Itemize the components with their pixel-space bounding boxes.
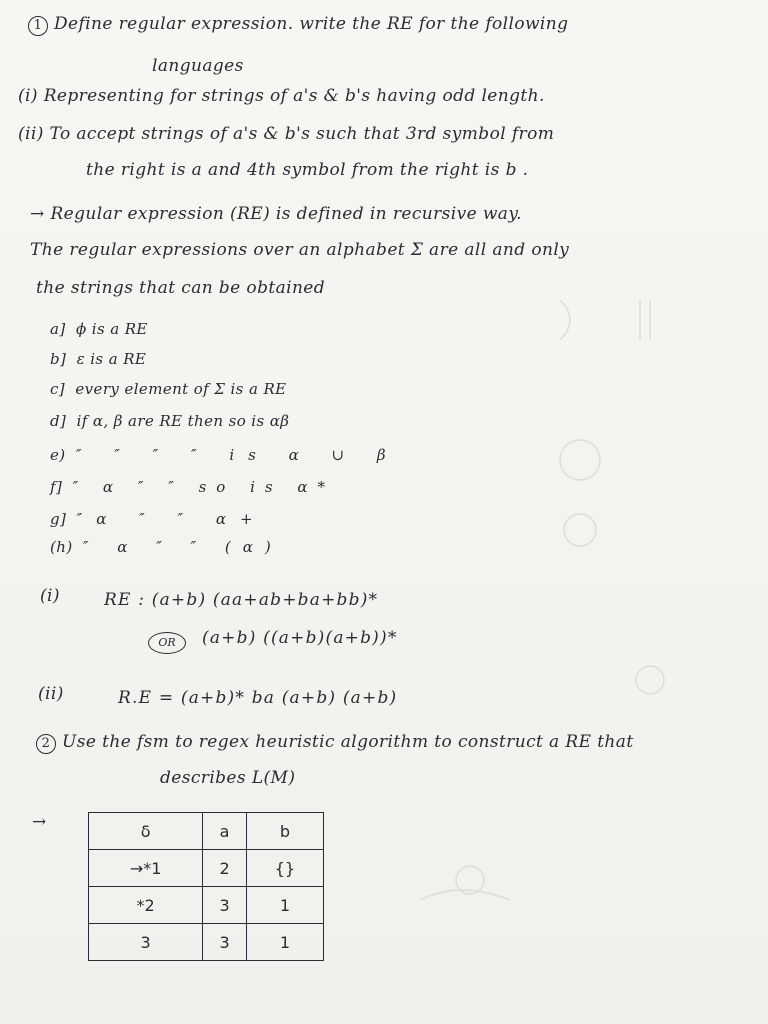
answer1-intro-line2: The regular expressions over an alphabet Σ are all and only (30, 240, 570, 260)
table-cell: *2 (89, 887, 203, 924)
rule-b (50, 350, 146, 368)
solution-i-label: (i) (40, 586, 60, 606)
rule-h (50, 538, 283, 556)
rule-label: g] (50, 510, 67, 528)
rule-label: e) (50, 446, 66, 464)
table-row (89, 887, 324, 924)
solution-ii-label: (ii) (38, 684, 64, 704)
table-row (89, 850, 324, 887)
rule-label: (h) (50, 538, 73, 556)
table-header-cell: δ (89, 813, 203, 850)
table-header-cell: a (203, 813, 247, 850)
q1-part-ii-line1: (ii) To accept strings of a's & b's such that 3rd symbol from (18, 124, 555, 144)
rule-text: ″ α ″ ″ (α) (82, 538, 283, 556)
rule-d (50, 412, 289, 430)
rule-text: every element of Σ is a RE (75, 380, 287, 398)
rule-text: if α, β are RE then so is αβ (76, 412, 290, 430)
answer2-arrow: → (32, 812, 47, 832)
q1-part-ii-line2: the right is a and 4th symbol from the right is b . (86, 160, 529, 180)
rule-text: ϕ is a RE (75, 320, 148, 338)
rule-text: ″ ″ ″ ″ is α ∪ β (75, 446, 400, 464)
q1-title-text: Define regular expression. write the RE for the following (54, 14, 569, 34)
rule-g (50, 510, 267, 528)
table-cell: 3 (203, 924, 247, 961)
q2-line1-text: Use the fsm to regex heuristic algorithm to construct a RE that (62, 732, 634, 752)
table-row (89, 924, 324, 961)
table-cell: 3 (89, 924, 203, 961)
table-cell: →*1 (89, 850, 203, 887)
solution-ii-regex: R.E = (a+b)* ba (a+b) (a+b) (118, 688, 398, 708)
rule-c (50, 380, 287, 398)
rule-text: ε is a RE (76, 350, 147, 368)
rule-text: ″ α ″ ″ so is α* (72, 478, 335, 496)
answer1-intro-line1: → Regular expression (RE) is defined in recursive way. (30, 204, 522, 224)
rule-a (50, 320, 148, 338)
table-cell: 1 (246, 924, 323, 961)
table-header-row (89, 813, 324, 850)
solution-i-alt-regex: (a+b) ((a+b)(a+b))* (202, 628, 398, 648)
table-cell: 2 (203, 850, 247, 887)
solution-i-regex: RE : (a+b) (aa+ab+ba+bb)* (104, 590, 379, 610)
or-oval: OR (148, 632, 186, 654)
table-header-cell: b (246, 813, 323, 850)
answer1-intro-line3: the strings that can be obtained (36, 278, 326, 298)
q2-number-circle: 2 (36, 734, 56, 754)
rule-label: c] (50, 380, 66, 398)
rule-text: ″α ″ ″ α+ (76, 510, 267, 528)
q1-number-circle: 1 (28, 16, 48, 36)
transition-table (88, 812, 324, 961)
q2-line1 (36, 732, 634, 754)
table-cell: 3 (203, 887, 247, 924)
q1-title-line1 (28, 14, 568, 36)
rule-label: b] (50, 350, 67, 368)
q1-part-i: (i) Representing for strings of a's & b's having odd length. (18, 86, 545, 106)
q1-title-line2: languages (152, 56, 244, 76)
rule-label: d] (50, 412, 67, 430)
table-cell: 1 (246, 887, 323, 924)
rule-f (50, 478, 335, 496)
rule-label: a] (50, 320, 66, 338)
table-cell: {} (246, 850, 323, 887)
rule-e (50, 446, 400, 464)
rule-label: f] (50, 478, 63, 496)
q2-line2: describes L(M) (160, 768, 296, 788)
